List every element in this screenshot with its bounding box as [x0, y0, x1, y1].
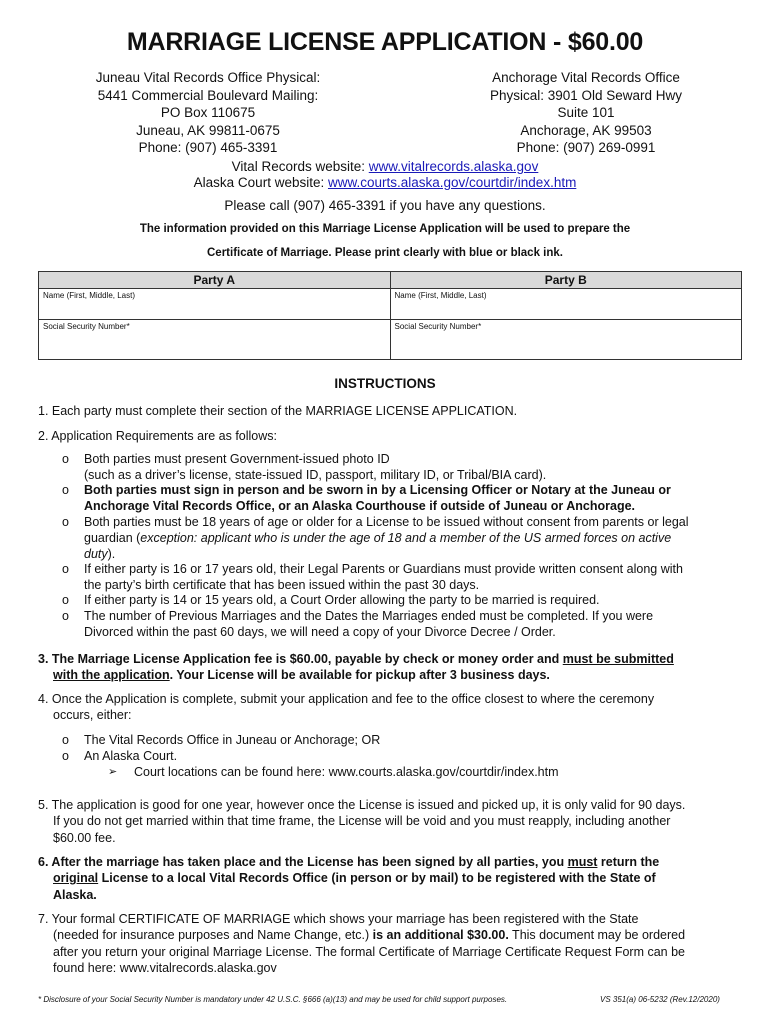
- submit-option-2-text: An Alaska Court.: [84, 749, 178, 763]
- party-b-name-label: Name (First, Middle, Last): [394, 291, 487, 300]
- requirement-1-text: Both parties must present Government-issued photo ID (such as a driver’s license, state-issued ID, passport, military ID, or Tribal/BIA card).: [84, 452, 547, 482]
- ssn-disclosure-footnote: * Disclosure of your Social Security Number is mandatory under 42 U.S.C. §666 (a)(13) and may be used for child support purposes.: [38, 995, 508, 1004]
- requirement-2-text: Both parties must sign in person and be sworn in by a Licensing Officer or Notary at the Juneau or Anchorage Vital Records Office, or an Alaska Courthouse if outside of Juneau or Anchorage.: [84, 483, 671, 513]
- juneau-line: PO Box 110675: [160, 105, 256, 120]
- info-line-2: Certificate of Marriage. Please print clearly with blue or black ink.: [207, 247, 563, 259]
- form-number: VS 351(a) 06-5232 (Rev.12/2020): [600, 995, 720, 1004]
- party-a-ssn-field[interactable]: [39, 320, 391, 360]
- bullet-icon: o: [62, 452, 69, 466]
- instruction-2: 2. Application Requirements are as follows:: [38, 429, 278, 443]
- party-a-header: Party A: [39, 272, 391, 289]
- call-line: Please call (907) 465-3391 if you have any questions.: [224, 198, 546, 213]
- party-b-header: Party B: [390, 272, 742, 289]
- page-title: MARRIAGE LICENSE APPLICATION - $60.00: [126, 28, 644, 56]
- juneau-office-block: [78, 69, 338, 157]
- anchorage-line: Physical: 3901 Old Seward Hwy: [489, 87, 683, 103]
- requirement-4-text: If either party is 16 or 17 years old, their Legal Parents or Guardians must provide written consent along with the party’s birth certificate that has been issued within the past 30 days.: [84, 562, 683, 592]
- instruction-3: 3. The Marriage License Application fee is $60.00, payable by check or money order and must be submitted with the application. Your License will be available for pickup after 3 business days.: [38, 652, 674, 683]
- juneau-line: Juneau, AK 99811-0675: [136, 122, 280, 138]
- party-a-ssn-label: Social Security Number*: [43, 322, 130, 331]
- juneau-line: 5441 Commercial Boulevard Mailing:: [97, 87, 319, 103]
- court-locations-text: Court locations can be found here: www.courts.alaska.gov/courtdir/index.htm: [134, 765, 559, 779]
- anchorage-line: Phone: (907) 269-0991: [516, 140, 656, 155]
- bullet-icon: o: [62, 562, 69, 576]
- instructions-heading: INSTRUCTIONS: [334, 376, 436, 391]
- instruction-6: 6. After the marriage has taken place and the License has been signed by all parties, you must return the original License to a local Vital Records Office (in person or by mail) to be registered with the State of Alaska.: [38, 855, 660, 902]
- court-website-link[interactable]: www.courts.alaska.gov/courtdir/index.htm: [327, 175, 577, 190]
- vital-records-website-link[interactable]: www.vitalrecords.alaska.gov: [368, 159, 539, 174]
- instruction-1: 1. Each party must complete their section of the MARRIAGE LICENSE APPLICATION.: [38, 404, 518, 418]
- party-a-name-label: Name (First, Middle, Last): [43, 291, 136, 300]
- party-b-ssn-field[interactable]: [390, 320, 742, 360]
- bullet-icon: o: [62, 593, 69, 607]
- requirement-6-text: The number of Previous Marriages and the Dates the Marriages ended must be completed. If you were Divorced within the past 60 days, we will need a copy of your Divorce Decree / Order.: [84, 609, 654, 639]
- bullet-icon: o: [62, 733, 69, 747]
- party-b-name-field[interactable]: [390, 289, 742, 320]
- court-website-line: [0, 175, 770, 191]
- vital-records-website-label: Vital Records website:: [231, 159, 369, 174]
- juneau-line: Juneau Vital Records Office Physical:: [95, 70, 321, 85]
- vital-records-website-line: [0, 159, 770, 175]
- bullet-icon: o: [62, 749, 69, 763]
- party-a-name-field[interactable]: [39, 289, 391, 320]
- party-info-table: [38, 271, 742, 360]
- submit-option-1-text: The Vital Records Office in Juneau or Anchorage; OR: [84, 733, 381, 747]
- instruction-7: 7. Your formal CERTIFICATE OF MARRIAGE which shows your marriage has been registered with the State (needed for insurance purposes and Name Change, etc.) is an additional $30.00. This document may be ordered after you return your original Marriage License. The formal Certificate of Marriage Certificate Request Form can be found here: www.vitalrecords.alaska.gov: [38, 912, 686, 975]
- juneau-line: Phone: (907) 465-3391: [138, 140, 278, 155]
- arrow-bullet-icon: ➢: [108, 766, 118, 778]
- instruction-5: 5. The application is good for one year, however once the License is issued and picked up, it is only valid for 90 days. If you do not get married within that time frame, the License will be void and you must reapply, including another $60.00 fee.: [38, 798, 686, 845]
- anchorage-line: Suite 101: [557, 105, 615, 120]
- requirement-3-text: Both parties must be 18 years of age or older for a License to be issued without consent from parents or legal guardian (exception: applicant who is under the age of 18 and a member of the US armed forces on active duty).: [84, 515, 689, 561]
- bullet-icon: o: [62, 483, 69, 497]
- bullet-icon: o: [62, 609, 69, 623]
- anchorage-line: Anchorage, AK 99503: [520, 122, 652, 138]
- instruction-4: 4. Once the Application is complete, submit your application and fee to the office closest to where the ceremony occurs, either:: [38, 692, 655, 723]
- requirement-5-text: If either party is 14 or 15 years old, a Court Order allowing the party to be married is required.: [84, 593, 600, 607]
- info-line-1: The information provided on this Marriage License Application will be used to prepare the: [139, 223, 631, 235]
- anchorage-office-block: [456, 69, 716, 157]
- court-website-label: Alaska Court website:: [193, 175, 328, 190]
- bullet-icon: o: [62, 515, 69, 529]
- party-b-ssn-label: Social Security Number*: [394, 322, 482, 331]
- anchorage-line: Anchorage Vital Records Office: [492, 70, 680, 85]
